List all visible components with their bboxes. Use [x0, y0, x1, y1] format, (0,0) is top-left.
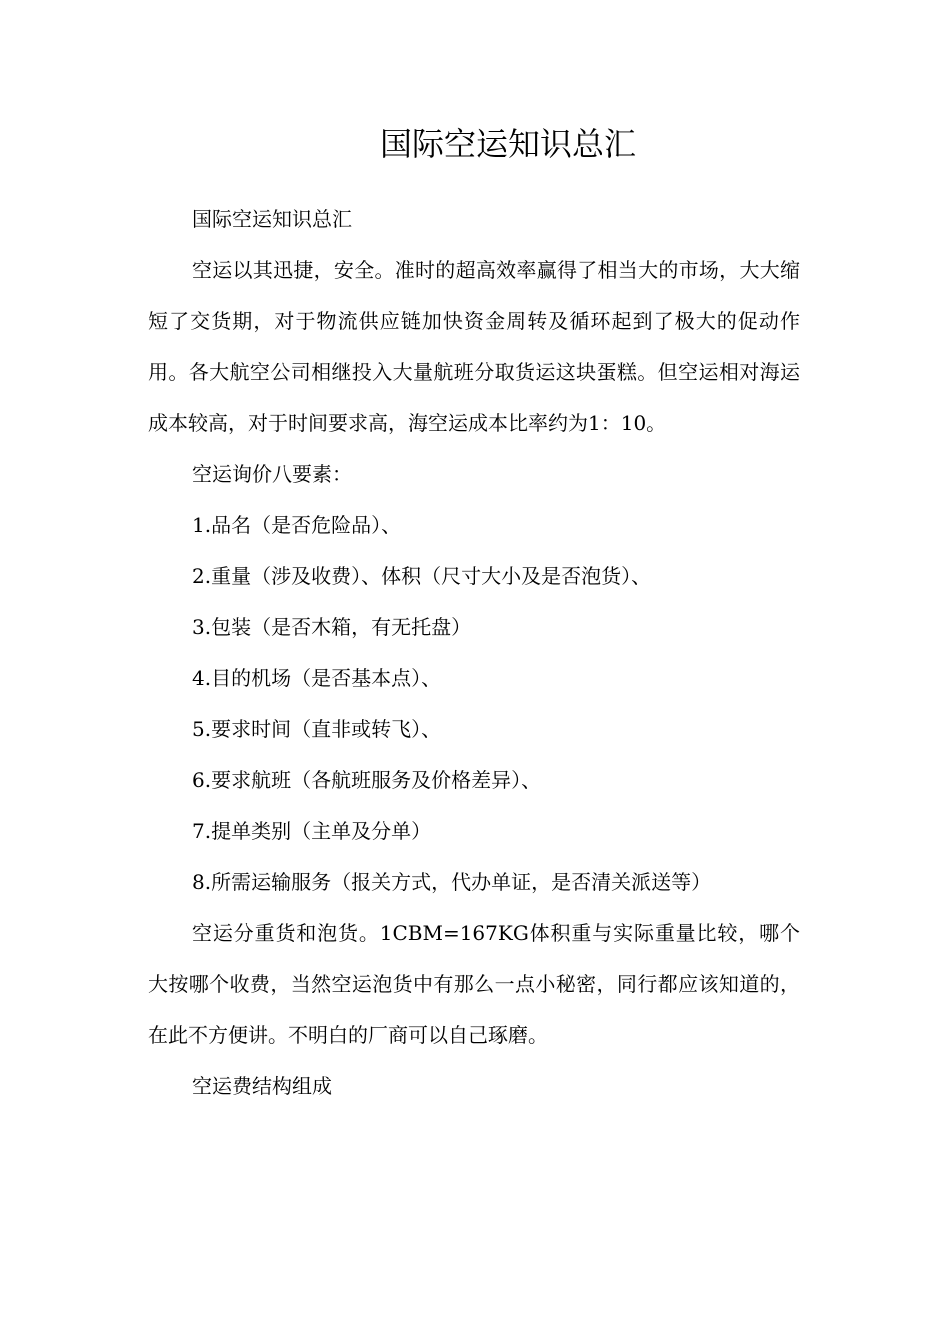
paragraph-heading: 国际空运知识总汇: [192, 207, 352, 231]
paragraph-weight: 空运分重货和泡货。1CBM=167KG体积重与实际重量比较，哪个大按哪个收费，当然空运泡货中有那么一点小秘密，同行都应该知道的，在此不方便讲。不明白的厂商可以自己琢磨。: [148, 921, 800, 1047]
paragraph-fee-structure: 空运费结构组成: [192, 1074, 332, 1098]
paragraph-intro: 空运以其迅捷，安全。准时的超高效率赢得了相当大的市场，大大缩短了交货期，对于物流供应链加快资金周转及循环起到了极大的促动作用。各大航空公司相继投入大量航班分取货运这块蛋糕。但空运相对海运成本较高，对于时间要求高，海空运成本比率约为1：10。: [148, 258, 800, 435]
list-item-4: 4.目的机场（是否基本点）、: [192, 666, 442, 690]
document-body: [148, 194, 800, 1112]
list-item-3: 3.包装（是否木箱，有无托盘）: [192, 615, 472, 639]
document-title: 国际空运知识总汇: [379, 125, 636, 163]
list-item-2: 2.重量（涉及收费）、体积（尺寸大小及是否泡货）、: [192, 564, 652, 588]
list-item-5: 5.要求时间（直非或转飞）、: [192, 717, 442, 741]
list-item-8: 8.所需运输服务（报关方式，代办单证，是否清关派送等）: [192, 870, 712, 894]
list-item-6: 6.要求航班（各航班服务及价格差异）、: [192, 768, 542, 792]
paragraph-inquiry-heading: 空运询价八要素：: [192, 462, 352, 486]
list-item-1: 1.品名（是否危险品）、: [192, 513, 402, 537]
list-item-7: 7.提单类别（主单及分单）: [192, 819, 432, 843]
